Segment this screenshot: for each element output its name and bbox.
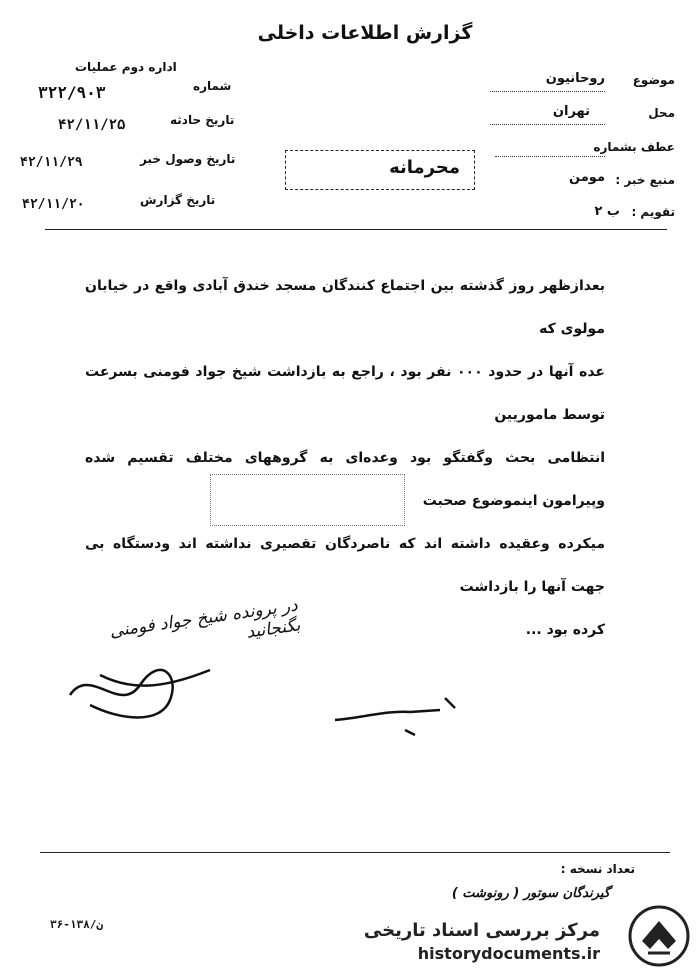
footer-divider	[40, 852, 670, 853]
watermark-text: مرکز بررسی اسناد تاریخی	[363, 920, 600, 941]
document-title: گزارش اطلاعات داخلی	[257, 22, 473, 44]
classification-stamp	[285, 150, 475, 190]
body-line: بعدازظهر روز گذشته بین اجتماع کنندگان مسجد خندق آبادی واقع در خیابان مولوی که	[85, 278, 605, 337]
body-line: عده آنها در حدود ۰۰۰ نفر بود ، راجع به بازداشت شیخ جواد فومنی بسرعت توسط ماموریین	[85, 364, 605, 423]
body-line: کرده بود ...	[525, 622, 605, 638]
blank-stamp-area	[210, 474, 405, 526]
signature-scribble-left	[60, 655, 230, 725]
report-date-value: ۴۲/۱۱/۲۰	[22, 197, 85, 212]
rating-value: ب ۲	[594, 204, 620, 219]
reference-label: عطف بشماره	[593, 140, 675, 154]
office-label: اداره دوم عملیات	[75, 60, 177, 74]
location-value: تهران	[552, 104, 590, 119]
received-date-value: ۴۲/۱۱/۲۹	[20, 155, 83, 170]
report-date-label: تاریخ گزارش	[140, 193, 216, 207]
copies-label: تعداد نسخه :	[560, 862, 635, 876]
received-date-label: تاریخ وصول خبر	[140, 152, 236, 166]
source-label: منبع خبر :	[615, 173, 675, 187]
subject-label: موضوع	[632, 73, 675, 87]
subject-value: روحانیون	[545, 71, 605, 86]
incident-date-label: تاریخ حادثه	[170, 113, 235, 127]
location-label: محل	[648, 106, 675, 120]
body-line: میکرده وعقیده داشته اند که ناصردگان تقصیری نداشته اند ودستگاه بی جهت آنها را بازداشت	[85, 536, 605, 595]
number-label: شماره	[193, 79, 232, 93]
rating-label: تقویم :	[631, 205, 675, 219]
stamp-text: محرمانه	[389, 157, 460, 178]
archive-logo-icon	[628, 905, 690, 967]
source-value: مومن	[569, 170, 605, 185]
form-number: ن/۱۳۸-۳۶	[50, 918, 103, 931]
body-line: انتظامی بحث وگفتگو بود وعده‌ای به گروههای مختلف تقسیم شده وپیرامون اینموضوع صحبت	[85, 450, 605, 509]
watermark-url: historydocuments.ir	[417, 944, 600, 963]
recipients-handwritten: گیرندگان سوتور ( رونوشت )	[451, 886, 610, 901]
header-divider	[45, 229, 667, 230]
signature-scribble-right	[330, 690, 480, 740]
report-body	[85, 265, 605, 652]
handwritten-note: در پرونده شیخ جواد فومنی بگنجانید	[108, 595, 302, 643]
incident-date-value: ۴۲/۱۱/۲۵	[58, 117, 126, 133]
number-value: ۳۲۲/۹۰۳	[38, 83, 106, 102]
